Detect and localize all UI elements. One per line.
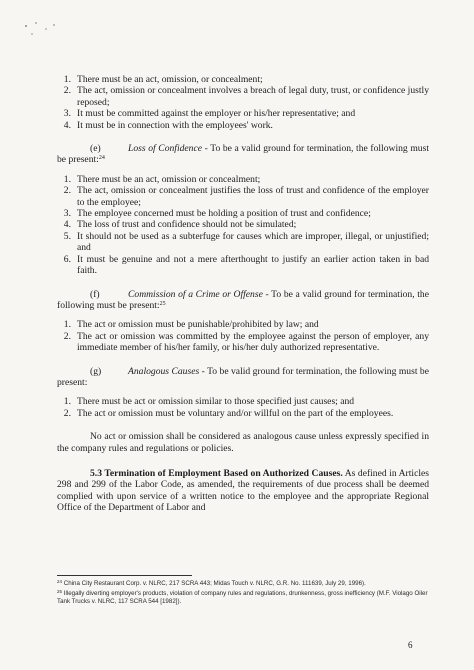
page-number: 6 — [408, 640, 413, 650]
scan-speck-marks — [22, 20, 62, 38]
list-item: 2. The act or omission must be voluntary and/or willful on the part of the employees. — [63, 407, 394, 419]
list-item: 5. It should not be used as a subterfuge for causes which are improper, illegal, or unjustified; and — [63, 230, 429, 254]
list-item: 2. The act, omission or concealment involves a breach of legal duty, trust, or confidence justly reposed; — [63, 85, 429, 108]
list-d — [57, 74, 429, 131]
list-item: 1. There must be an act, omission or concealment; — [63, 173, 261, 185]
footnote: $^{24}$ China City Restaurant Corp. v. NLRC, 217 SCRA 443; Midas Touch v. NLRC, G.R. No. 111639, July 29, 1996). — [57, 579, 366, 587]
list-item: 1. There must be an act, omission, or concealment; — [63, 74, 263, 85]
paragraph-analogous-note: No act or omission shall be considered as analogous cause unless expressly specified in the company rules and regulations or policies. — [57, 431, 429, 454]
paragraph-analogous-causes: (g) Analogous Causes - To be valid ground for termination, the following must be present: — [57, 365, 429, 388]
paragraph-title: Analogous Causes — [128, 365, 200, 377]
list-item: 1. The act or omission must be punishable/prohibited by law; and — [63, 319, 319, 331]
paragraph-title: Loss of Confidence — [128, 143, 202, 155]
list-f — [57, 319, 429, 353]
list-e — [57, 174, 429, 277]
list-item: 4. The loss of trust and confidence should not be simulated; — [63, 219, 297, 231]
page-body — [57, 74, 429, 514]
list-item: 3. It must be committed against the employer or his/her representative; and — [63, 108, 356, 120]
list-g — [57, 396, 429, 419]
section-5-3: 5.3 Termination of Employment Based on Authorized Causes. As defined in Articles 298 and 299 of the Labor Code, as amended, the requirements of due process shall be deemed complied with upon service of a written notice to the employee and the appropriate Regional Office of the Department of Labor and — [57, 467, 430, 514]
list-item: 6. It must be genuine and not a mere afterthought to justify an earlier action taken in bad faith. — [63, 253, 429, 277]
footnote-ref: 24 — [98, 155, 105, 162]
footnote-ref: 25 — [159, 300, 166, 307]
list-item: 1. There must be act or omission similar to those specified just causes; and — [63, 396, 355, 408]
paragraph-loss-of-confidence: (e) Loss of Confidence - To be a valid ground for termination, the following must be present:$^{24}$ — [57, 143, 429, 166]
footnote-divider — [57, 575, 192, 576]
list-item: 3. The employee concerned must be holding a position of trust and confidence; — [63, 208, 371, 220]
paragraph-commission-of-crime: (f) Commission of a Crime or Offense - To be a valid ground for termination, the following must be present:$^{25}$ — [57, 288, 429, 311]
footnotes — [57, 580, 429, 609]
section-heading: 5.3 Termination of Employment Based on Authorized Causes. — [90, 467, 343, 479]
paragraph-title: Commission of a Crime or Offense — [128, 288, 263, 300]
list-item: 2. The act or omission was committed by the employee against the person of employer, any immediate member of his/her family, or his/her duly authorized representative. — [63, 330, 429, 354]
list-item: 2. The act, omission or concealment justifies the loss of trust and confidence of the employer to the employee; — [63, 185, 429, 208]
list-item: 4. It must be in connection with the employees' work. — [63, 119, 273, 131]
footnote: $^{25}$ Illegally diverting employer's products, violation of company rules and regulations, drunkenness, gross inefficiency (M.F. Violago Oiler Tank Trucks v. NLRC, 117 SCRA 544 [1982]). — [57, 589, 428, 606]
